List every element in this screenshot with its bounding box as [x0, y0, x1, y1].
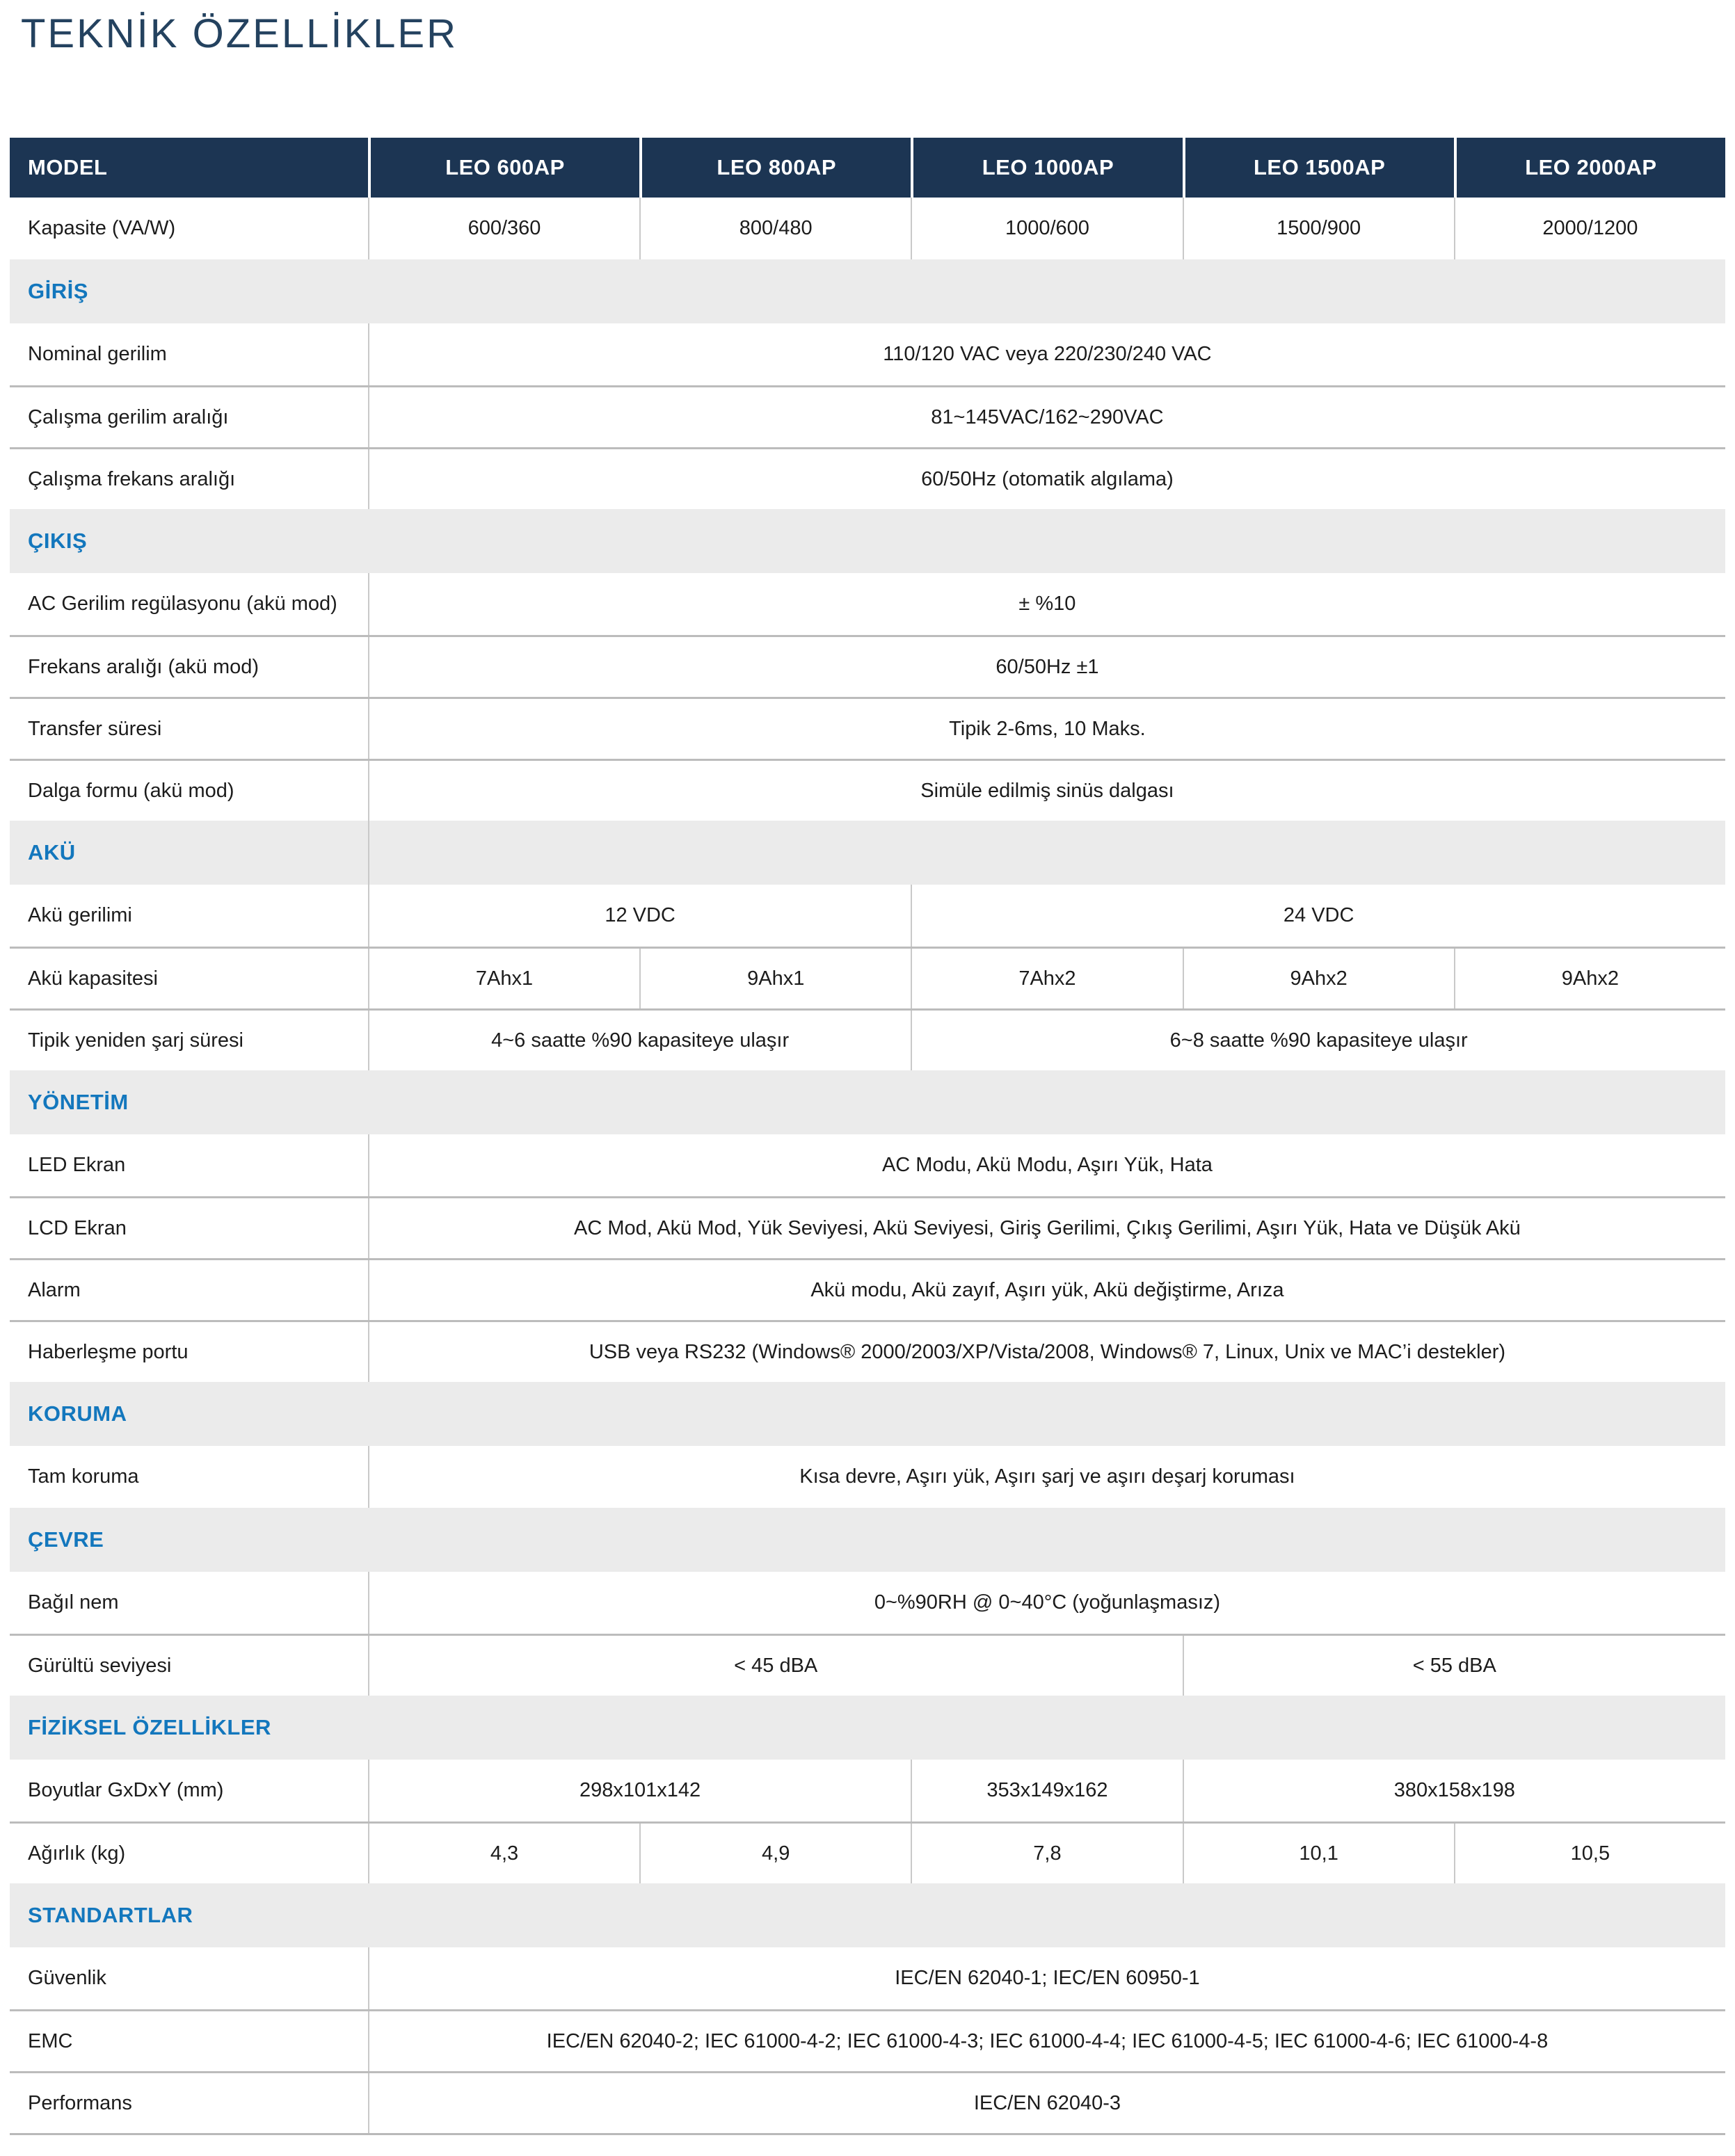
row-label: Çalışma gerilim aralığı: [28, 405, 229, 428]
value-cell: 6~8 saatte %90 kapasiteye ulaşır: [911, 1011, 1725, 1070]
value-cell: 110/120 VAC veya 220/230/240 VAC: [368, 323, 1725, 385]
value-cell: 7Ahx1: [368, 949, 639, 1008]
row-label: Performans: [28, 2091, 132, 2114]
value-cell: USB veya RS232 (Windows® 2000/2003/XP/Vista/2008, Windows® 7, Linux, Unix ve MAC’i destekler): [368, 1322, 1725, 1382]
row-label: Akü gerilimi: [28, 904, 132, 926]
table-row: [10, 2009, 1725, 2071]
table-row: [10, 1134, 1725, 1196]
section-row: [10, 259, 1725, 323]
value-cell: 9Ahx1: [639, 949, 911, 1008]
value-cell: 7,8: [911, 1824, 1182, 1883]
table-row: [10, 1821, 1725, 1883]
value-cell: 0~%90RH @ 0~40°C (yoğunlaşmasız): [368, 1572, 1725, 1634]
section-label: FİZİKSEL ÖZELLİKLER: [28, 1715, 271, 1739]
table-row: [10, 573, 1725, 635]
value-cell: 81~145VAC/162~290VAC: [368, 387, 1725, 447]
section-label: ÇEVRE: [28, 1527, 104, 1552]
value-cell: 800/480: [639, 198, 911, 259]
value-cell: IEC/EN 62040-2; IEC 61000-4-2; IEC 61000-4-3; IEC 61000-4-4; IEC 61000-4-5; IEC 61000-4-6; IEC 61000-4-8: [368, 2011, 1725, 2071]
table-row: [10, 2071, 1725, 2133]
row-label: Kapasite (VA/W): [28, 217, 176, 239]
value-cell: 1000/600: [911, 198, 1182, 259]
row-label: Tam koruma: [28, 1465, 139, 1488]
value-cell: 380x158x198: [1183, 1760, 1725, 1821]
value-cell: 4,9: [639, 1824, 911, 1883]
table-row: [10, 1634, 1725, 1696]
section-row: [10, 1696, 1725, 1760]
table-row: [10, 1572, 1725, 1634]
row-label: Boyutlar GxDxY (mm): [28, 1779, 224, 1801]
section-label: YÖNETİM: [28, 1090, 129, 1114]
section-row: [10, 1508, 1725, 1572]
value-cell: AC Mod, Akü Mod, Yük Seviyesi, Akü Seviyesi, Giriş Gerilimi, Çıkış Gerilimi, Aşırı Yük, Hata ve Düşük Akü: [368, 1198, 1725, 1258]
value-cell: 353x149x162: [911, 1760, 1182, 1821]
value-cell: 298x101x142: [368, 1760, 911, 1821]
table-row: [10, 198, 1725, 259]
row-label: Dalga formu (akü mod): [28, 779, 234, 802]
value-cell: 4~6 saatte %90 kapasiteye ulaşır: [368, 1011, 911, 1070]
spec-table: [10, 138, 1725, 2135]
page: [0, 11, 1735, 2156]
row-label: Güvenlik: [28, 1967, 106, 1989]
table-row: [10, 697, 1725, 759]
section-label: AKÜ: [28, 840, 76, 864]
value-cell: 60/50Hz (otomatik algılama): [368, 449, 1725, 509]
row-label: Alarm: [28, 1278, 81, 1301]
value-cell: 12 VDC: [368, 885, 911, 947]
value-cell: ± %10: [368, 573, 1725, 635]
row-label: Gürültü seviyesi: [28, 1654, 172, 1677]
row-label: Transfer süresi: [28, 717, 162, 740]
value-cell: Kısa devre, Aşırı yük, Aşırı şarj ve aşırı deşarj koruması: [368, 1446, 1725, 1508]
row-label: Nominal gerilim: [28, 343, 167, 365]
value-cell: 24 VDC: [911, 885, 1725, 947]
value-cell: IEC/EN 62040-3: [368, 2073, 1725, 2133]
table-row: [10, 759, 1725, 821]
value-cell: 9Ahx2: [1183, 949, 1454, 1008]
row-label: LCD Ekran: [28, 1216, 127, 1239]
header-cell-model: MODEL: [28, 155, 108, 179]
value-cell: AC Modu, Akü Modu, Aşırı Yük, Hata: [368, 1134, 1725, 1196]
table-row: [10, 1258, 1725, 1320]
section-row: [10, 509, 1725, 573]
section-label: GİRİŞ: [28, 279, 88, 303]
row-label: Ağırlık (kg): [28, 1842, 126, 1865]
value-cell: 4,3: [368, 1824, 639, 1883]
header-cell-leo-800ap: LEO 800AP: [639, 138, 911, 198]
row-label: Akü kapasitesi: [28, 967, 158, 990]
section-row: [10, 1382, 1725, 1446]
value-cell: 10,5: [1454, 1824, 1725, 1883]
value-cell: 600/360: [368, 198, 639, 259]
table-row: [10, 1196, 1725, 1258]
value-cell: 1500/900: [1183, 198, 1454, 259]
section-row: [10, 1070, 1725, 1134]
section-label: ÇIKIŞ: [28, 529, 88, 553]
table-row: [10, 385, 1725, 447]
table-row: [10, 947, 1725, 1008]
table-row: [10, 323, 1725, 385]
row-label: Tipik yeniden şarj süresi: [28, 1029, 243, 1052]
table-row: [10, 1446, 1725, 1508]
row-label: LED Ekran: [28, 1154, 126, 1176]
header-cell-leo-1000ap: LEO 1000AP: [911, 138, 1182, 198]
value-cell: 10,1: [1183, 1824, 1454, 1883]
header-cell-leo-1500ap: LEO 1500AP: [1183, 138, 1454, 198]
value-cell: 9Ahx2: [1454, 949, 1725, 1008]
row-label: AC Gerilim regülasyonu (akü mod): [28, 593, 337, 615]
table-row: [10, 1008, 1725, 1070]
table-row: [10, 635, 1725, 697]
row-label: EMC: [28, 2029, 73, 2052]
value-cell: 2000/1200: [1454, 198, 1725, 259]
section-label: STANDARTLAR: [28, 1903, 193, 1927]
row-label: Bağıl nem: [28, 1591, 119, 1614]
table-header-row: [10, 138, 1725, 198]
section-row: [10, 1883, 1725, 1947]
value-cell: 60/50Hz ±1: [368, 637, 1725, 697]
value-cell: < 55 dBA: [1183, 1636, 1725, 1696]
table-row: [10, 447, 1725, 509]
value-cell: < 45 dBA: [368, 1636, 1183, 1696]
header-cell-leo-2000ap: LEO 2000AP: [1454, 138, 1725, 198]
page-title: TEKNİK ÖZELLİKLER: [21, 11, 458, 56]
header-cell-leo-600ap: LEO 600AP: [368, 138, 639, 198]
value-cell: Simüle edilmiş sinüs dalgası: [368, 761, 1725, 821]
row-label: Çalışma frekans aralığı: [28, 467, 236, 490]
section-label: KORUMA: [28, 1401, 127, 1426]
row-label: Frekans aralığı (akü mod): [28, 655, 259, 678]
value-cell: Akü modu, Akü zayıf, Aşırı yük, Akü değiştirme, Arıza: [368, 1260, 1725, 1320]
section-row: [10, 821, 1725, 885]
section-rest: [368, 821, 1725, 885]
row-label: Haberleşme portu: [28, 1340, 189, 1363]
table-row: [10, 885, 1725, 947]
table-row: [10, 1947, 1725, 2009]
value-cell: IEC/EN 62040-1; IEC/EN 60950-1: [368, 1947, 1725, 2009]
table-row: [10, 1320, 1725, 1382]
value-cell: Tipik 2-6ms, 10 Maks.: [368, 699, 1725, 759]
table-row: [10, 1760, 1725, 1821]
value-cell: 7Ahx2: [911, 949, 1182, 1008]
